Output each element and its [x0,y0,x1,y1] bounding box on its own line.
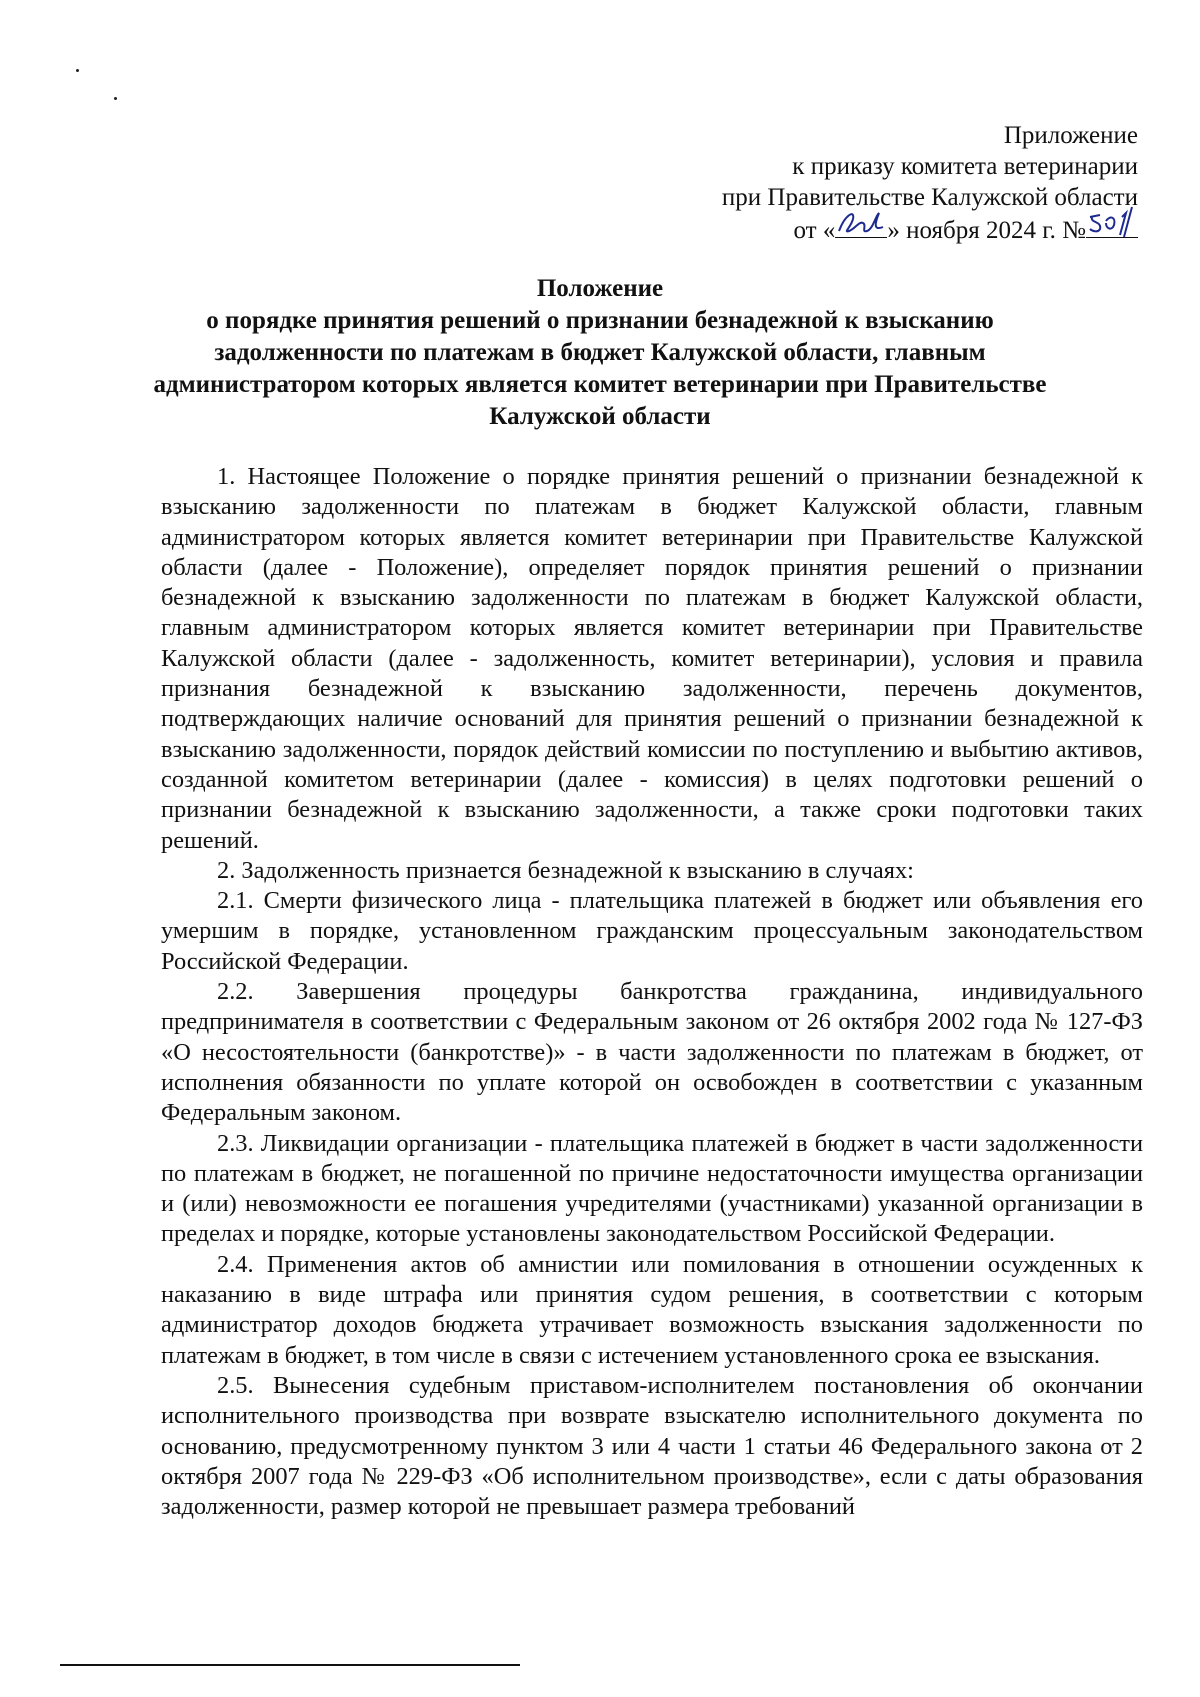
appendix-date-number [538,213,1138,246]
paragraph-2-5: 2.5. Вынесения судебным приставом-исполнителем постановления об окончании исполнительного производства при возврате взыскателю исполнительного документа по основанию, предусмотренному пунктом 3 или 4 части 1 статьи 46 Федерального закона от 2 октября 2007 года № 229-ФЗ «Об исполнительном производстве», если с даты образования задолженности, размер которой не превышает размера требований [161,1371,1143,1521]
footer-rule [60,1664,520,1666]
paragraph-2-1: 2.1. Смерти физического лица - плательщика платежей в бюджет или объявления его умершим в порядке, установленном гражданским процессуальным законодательством Российской Федерации. [161,887,1143,975]
document-title [150,273,1050,433]
date-suffix: » ноября 2024 г. № [887,217,1086,244]
paragraph-1: 1. Настоящее Положение о порядке принятия решений о признании безнадежной к взысканию задолженности по платежам в бюджет Калужской области, главным администратором которых является комитет ветеринарии при Правительстве Калужской области (далее - Положение), определяет порядок принятия решений о признании безнадежной к взысканию задолженности по платежам в бюджет Калужской области, главным администратором которых является комитет ветеринарии при Правительстве Калужской области (далее - задолженность, комитет ветеринарии), условия и правила признания безнадежной к взысканию задолженности, перечень документов, подтверждающих наличие оснований для принятия решений о признании безнадежной к взысканию задолженности, порядок действий комиссии по поступлению и выбытию активов, созданной комитетом ветеринарии (далее - комиссия) в целях подготовки решений о признании безнадежной к взысканию задолженности, а также сроки подготовки таких решений. [161,463,1143,854]
title-line: о порядке принятия решений о признании безнадежной к взысканию [206,307,994,334]
paragraph-2-2: 2.2. Завершения процедуры банкротства гражданина, индивидуального предпринимателя в соответствии с Федеральным законом от 26 октября 2002 года № 127-ФЗ «О несостоятельности (банкротстве)» - в части задолженности по платежам в бюджет, от исполнения обязанности по уплате которой он освобожден в соответствии с указанным Федеральным законом. [161,978,1143,1127]
scan-speck [76,69,79,72]
title-line: задолженности по платежам в бюджет Калужской области, главным [214,339,986,366]
title-line: администратором которых является комитет ветеринарии при Правительстве [153,371,1047,398]
handwritten-number [1086,213,1138,238]
paragraph-2: 2. Задолженность признается безнадежной к взысканию в случаях: [217,856,914,884]
paragraph-2-4: 2.4. Применения актов об амнистии или помилования в отношении осужденных к наказанию в виде штрафа или принятия судом решения, в соответствии с которым администратор доходов бюджета утрачивает возможность взыскания задолженности по платежам в бюджет, в том числе в связи с истечением установленного срока ее взыскания. [161,1250,1143,1369]
paragraph-2-3: 2.3. Ликвидации организации - плательщика платежей в бюджет в части задолженности по платежам в бюджет, не погашенной по причине недостаточности имущества организации и (или) невозможности ее погашения учредителями (участниками) указанной организации в пределах и порядке, которые установлены законодательством Российской Федерации. [161,1129,1143,1248]
appendix-order-ref: к приказу комитета ветеринарии [792,153,1138,180]
handwritten-day-signature [835,203,887,237]
appendix-label: Приложение [1003,122,1138,149]
document-body [161,462,1143,1522]
handwritten-day [835,213,887,238]
title-line: Калужской области [489,403,711,430]
handwritten-number-signature [1086,203,1138,237]
appendix-authority: при Правительстве Калужской области [721,184,1138,211]
title-heading: Положение [536,275,664,302]
appendix-header [538,120,1138,246]
date-prefix: от « [793,217,836,244]
scan-speck [114,97,117,100]
